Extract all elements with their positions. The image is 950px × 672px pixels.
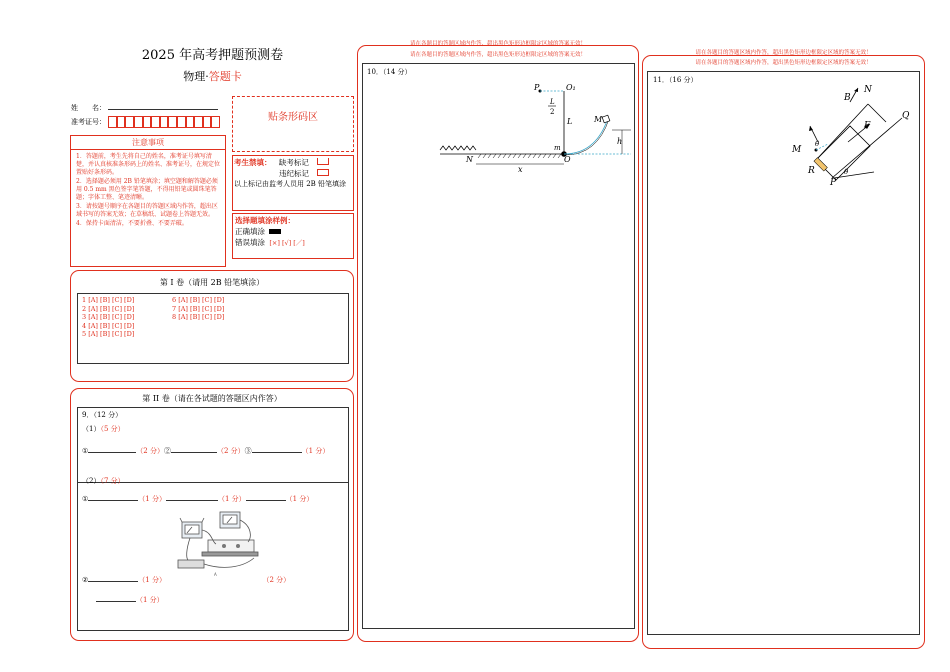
label-m: m [554, 144, 561, 152]
notice-item: 4．保持卡面清洁，不要折叠、不要弄破。 [76, 220, 188, 227]
label-N: N [864, 85, 872, 95]
part2-title: 第 II 卷（请在各试题的答题区内作答） [142, 394, 282, 403]
notice-item: 1．答题前，考生先将自己的姓名，准考证号填写清楚，并认真核准条形码上的姓名、准考证号，在规定位置贴好条形码。 [76, 153, 221, 176]
blank-points: （1 分） [301, 447, 330, 455]
forbidden-note: 以上标记由监考人员用 2B 铅笔填涂 [234, 180, 347, 188]
mc-row[interactable]: 4 [A] [B] [C] [D] [82, 321, 135, 330]
mc-row[interactable]: 6 [A] [B] [C] [D] [172, 296, 225, 304]
barcode-area [232, 96, 354, 152]
id-label: 准考证号： [71, 118, 106, 126]
answer-blank[interactable] [88, 492, 138, 501]
forbidden-box [232, 155, 354, 211]
mc-row[interactable]: 1 [A] [B] [C] [D] [82, 296, 135, 304]
correct-label: 正确填涂 [235, 227, 265, 236]
blank-points: （1 分） [285, 495, 314, 503]
q9-sub2-points: （7 分） [100, 477, 125, 485]
sample-title: 选择题填涂样例： [235, 216, 295, 225]
q9-heading: 9．（12 分） [82, 411, 123, 419]
id-row [71, 116, 220, 128]
answer-sheet-label: 答题卡 [208, 70, 242, 83]
blank-points: （1 分） [138, 495, 166, 503]
notice-title: 注意事项 [71, 136, 225, 150]
label-Q: Q [902, 111, 910, 121]
notice-list [71, 150, 225, 231]
q9-row3 [82, 573, 290, 585]
notice-item: 2．选择题必须用 2B 铅笔填涂；填空题和解答题必须用 0.5 mm 黑色签字笔答题，不得用铅笔或圆珠笔答题；字体工整、笔迹清晰。 [76, 178, 218, 201]
notice-box [70, 135, 226, 267]
correct-fill-mark [269, 229, 281, 234]
q9-row2 [82, 492, 313, 504]
blank-points: （1 分） [138, 576, 166, 584]
region-warning: 请在各题目的答题区域内作答，超出黑色矩形边框限定区域的答案无效！ [695, 50, 872, 56]
name-field[interactable] [108, 101, 218, 110]
q10-figure [436, 78, 631, 174]
answer-blank[interactable] [166, 492, 218, 501]
name-label: 姓 名： [71, 104, 106, 112]
label-O1: O₁ [566, 83, 576, 92]
region-warning: 请在各题目的答题区域内作答，超出黑色矩形边框限定区域的答案无效！ [695, 60, 872, 66]
q9-sub2-label: （2） [82, 477, 101, 485]
mc-row[interactable]: 7 [A] [B] [C] [D] [172, 304, 225, 313]
violation-label: 违纪标记 [279, 169, 309, 178]
answer-blank[interactable] [96, 593, 136, 602]
q9-sub1-label: （1） [82, 425, 101, 433]
blank-number: ② [82, 576, 89, 584]
blank-points: （2 分） [216, 447, 245, 455]
blank-number: ② [163, 447, 171, 455]
mc-row[interactable]: 2 [A] [B] [C] [D] [82, 304, 135, 313]
label-theta-top: θ [815, 140, 820, 148]
svg-text:A: A [214, 572, 217, 577]
label-h: h [617, 137, 623, 146]
mc-right-column [172, 296, 224, 322]
circuit-apparatus-figure [172, 508, 272, 580]
answer-blank[interactable] [246, 492, 286, 501]
q10-heading: 10．（14 分） [367, 68, 412, 76]
forbidden-title: 考生禁填： [234, 158, 272, 167]
label-L-half-num: L [550, 98, 555, 106]
answer-blank[interactable] [171, 444, 217, 453]
blank-number: ③ [244, 447, 252, 455]
q9-sub1 [82, 424, 125, 434]
blank-points: （2 分） [136, 447, 164, 455]
label-theta-bottom: θ [844, 168, 849, 176]
mc-row[interactable]: 5 [A] [B] [C] [D] [82, 330, 135, 339]
label-R: R [808, 166, 815, 176]
violation-box[interactable] [317, 169, 329, 176]
label-P: P [830, 178, 837, 188]
q9-sub1-points: （5 分） [100, 425, 125, 433]
q11-figure [788, 80, 918, 190]
label-M: M [792, 145, 802, 155]
mc-left-column [82, 296, 134, 339]
mc-row[interactable]: 8 [A] [B] [C] [D] [172, 313, 225, 322]
answer-blank[interactable] [88, 573, 138, 582]
notice-item: 3．请按题号顺序在各题目的答题区域内作答，超出区域书写的答案无效；在草稿纸、试题卷上答题无效。 [76, 203, 218, 218]
missing-box[interactable] [317, 158, 329, 165]
answer-blank[interactable] [88, 444, 136, 453]
barcode-label: 贴条形码区 [268, 112, 318, 123]
mc-row[interactable]: 3 [A] [B] [C] [D] [82, 313, 135, 322]
label-O: O [564, 155, 571, 164]
label-M: M [594, 115, 603, 124]
blank-points: （1 分） [136, 596, 164, 604]
subject-name: 物理· [183, 70, 209, 83]
label-L-half-den: 2 [550, 108, 555, 116]
label-B: B [844, 93, 851, 103]
region-warning: 请在各题目的答题区域内作答，超出黑色矩形边框限定区域的答案无效！ [409, 52, 586, 58]
missing-label: 缺考标记 [278, 158, 309, 167]
wrong-marks: [×] [√] [／] [269, 239, 305, 247]
label-N: N [466, 155, 473, 164]
part1-title: 第 I 卷（请用 2B 铅笔填涂） [159, 278, 265, 287]
q9-row4 [96, 593, 164, 605]
label-F: F [864, 121, 871, 131]
q9-row1 [82, 444, 329, 456]
id-boxes[interactable] [108, 116, 220, 128]
blank-number: ① [82, 495, 89, 503]
sample-box [232, 213, 354, 259]
answer-blank[interactable] [252, 444, 302, 453]
wrong-label: 错误填涂 [235, 238, 265, 247]
blank-number: ① [82, 447, 89, 455]
region-warning: 请在各题目的答题区域内作答，超出黑色矩形边框限定区域的答案无效！ [409, 41, 586, 47]
label-L: L [567, 117, 573, 126]
label-P: P [534, 83, 540, 92]
label-x: x [518, 165, 523, 174]
name-row [71, 101, 218, 113]
blank-points: （2 分） [265, 576, 291, 584]
q9-sub2 [82, 476, 125, 486]
page-title: 2025 年高考押题预测卷 [141, 48, 284, 63]
blank-points: （1 分） [217, 495, 246, 503]
q11-heading: 11．（16 分） [653, 76, 698, 84]
